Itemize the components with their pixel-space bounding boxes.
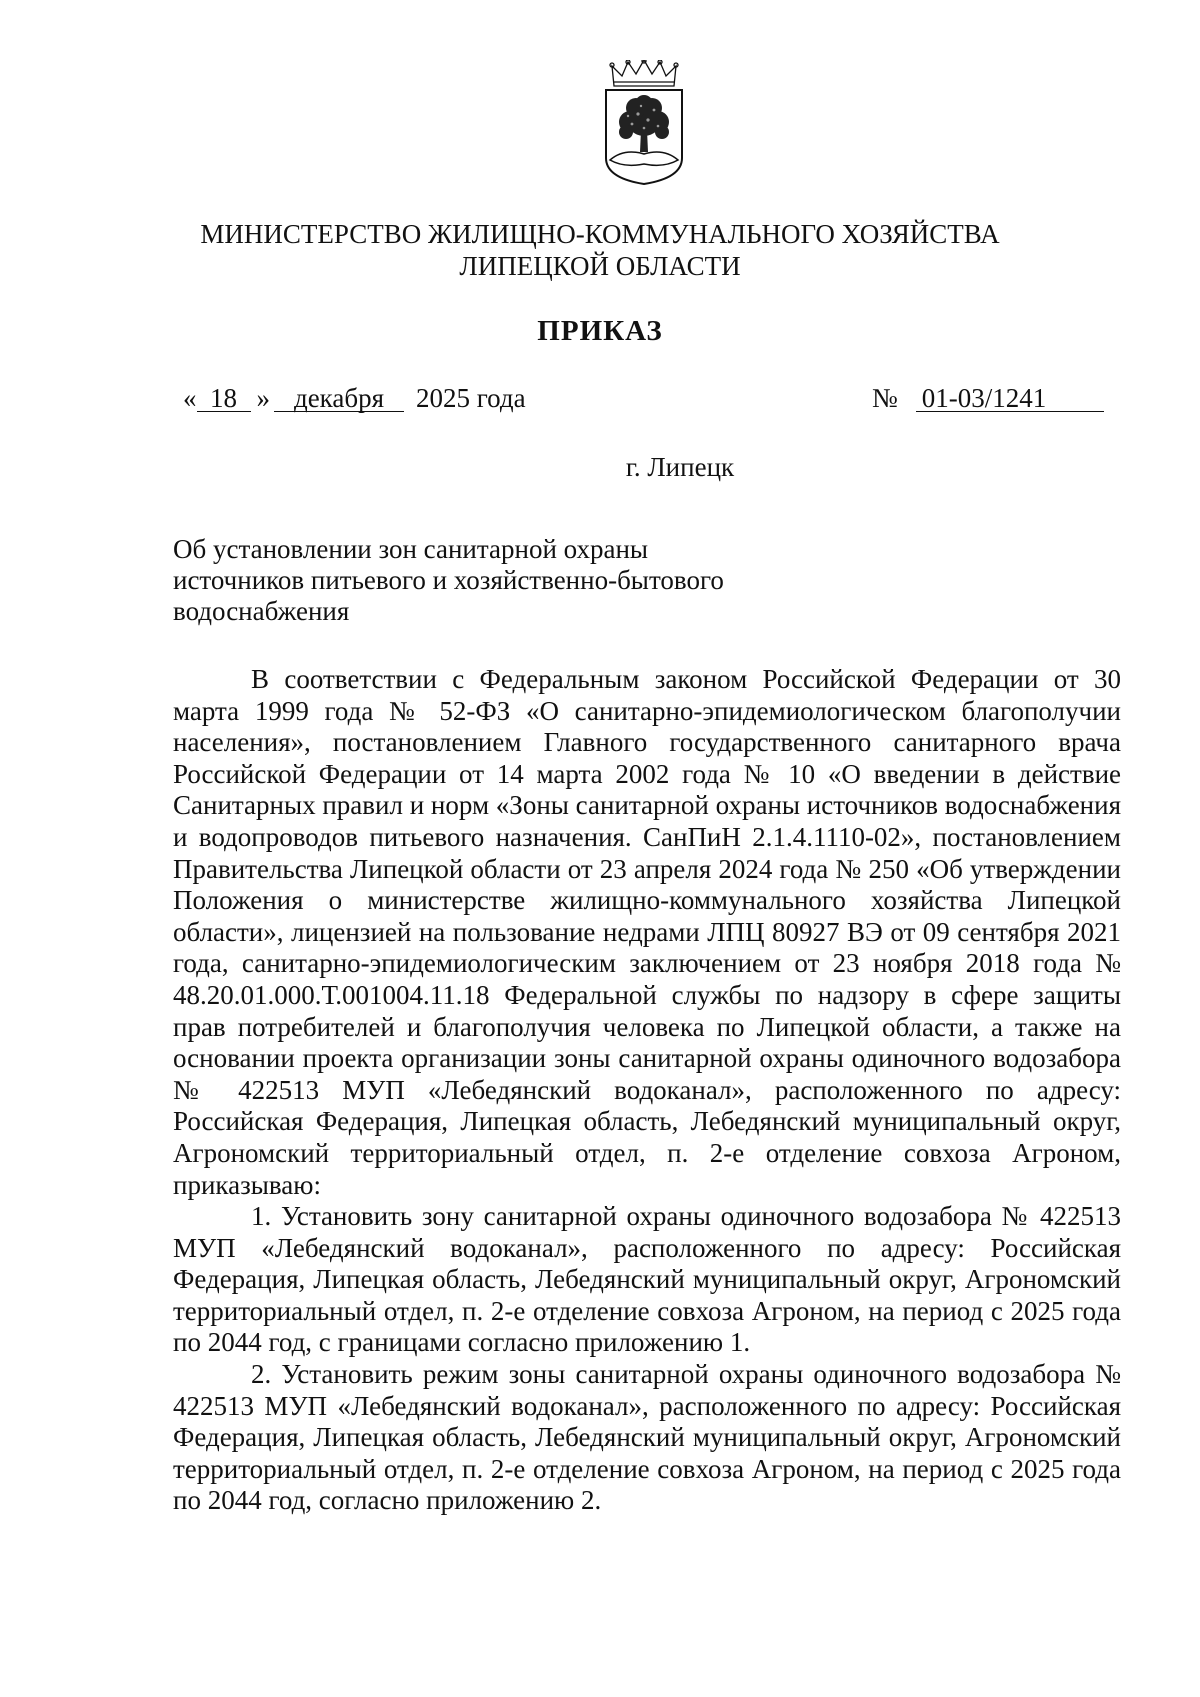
date-month: декабря (274, 385, 404, 412)
ministry-name-line1: МИНИСТЕРСТВО ЖИЛИЩНО-КОММУНАЛЬНОГО ХОЗЯЙСТВА (200, 219, 1000, 249)
date-open-quote: « (183, 383, 197, 413)
date-year: 2025 года (416, 383, 526, 413)
order-body (173, 664, 1121, 1517)
subject-line2: источников питьевого и хозяйственно-бытового (173, 565, 724, 595)
city: г. Липецк (625, 452, 735, 482)
body-preamble: В соответствии с Федеральным законом Российской Федерации от 30 марта 1999 года № 52-ФЗ «О санитарно-эпидемиологическом благополучии населения», постановлением Главного государственного санитарного врача Российской Федерации от 14 марта 2002 года № 10 «О введении в действие Санитарных правил и норм «Зоны санитарной охраны источников водоснабжения и водопроводов питьевого назначения. СанПиН 2.1.4.1110-02», постановлением Правительства Липецкой области от 23 апреля 2024 года № 250 «Об утверждении Положения о министерстве жилищно-коммунального хозяйства Липецкой области», лицензией на пользование недрами ЛПЦ 80927 ВЭ от 09 сентября 2021 года, санитарно-эпидемиологическим заключением от 23 ноября 2018 года № 48.20.01.000.Т.001004.11.18 Федеральной службы по надзору в сфере защиты прав потребителей и благополучия человека по Липецкой области, а также на основании проекта организации зоны санитарной охраны одиночного водозабора № 422513 МУП «Лебедянский водоканал», расположенного по адресу: Российская Федерация, Липецкая область, Лебедянский муниципальный округ, Агрономский территориальный отдел, п. 2-е отделение совхоза Агроном, приказываю: (173, 664, 1121, 1200)
order-date (183, 383, 526, 414)
subject-line1: Об установлении зон санитарной охраны (173, 534, 649, 564)
ministry-name (0, 218, 1200, 282)
date-day: 18 (197, 385, 251, 412)
lipetsk-coat-of-arms-icon (594, 60, 694, 186)
order-number (872, 383, 1104, 414)
subject-line3: водоснабжения (173, 596, 350, 626)
ministry-name-line2: ЛИПЕЦКОЙ ОБЛАСТИ (459, 251, 741, 281)
order-subject (173, 534, 793, 627)
number-value: 01-03/1241 (916, 385, 1104, 412)
number-sign: № (872, 383, 898, 413)
order-title: ПРИКАЗ (537, 315, 663, 347)
body-item-2: 2. Установить режим зоны санитарной охраны одиночного водозабора № 422513 МУП «Лебедянский водоканал», расположенного по адресу: Российская Федерация, Липецкая область, Лебедянский муниципальный округ, Агрономский территориальный отдел, п. 2-е отделение совхоза Агроном, на период с 2025 года по 2044 год, согласно приложению 2. (173, 1359, 1121, 1516)
body-item-1: 1. Установить зону санитарной охраны одиночного водозабора № 422513 МУП «Лебедянский водоканал», расположенного по адресу: Российская Федерация, Липецкая область, Лебедянский муниципальный округ, Агрономский территориальный отдел, п. 2-е отделение совхоза Агроном, на период с 2025 года по 2044 год, с границами согласно приложению 1. (173, 1201, 1121, 1358)
date-close-quote: » (256, 383, 270, 413)
